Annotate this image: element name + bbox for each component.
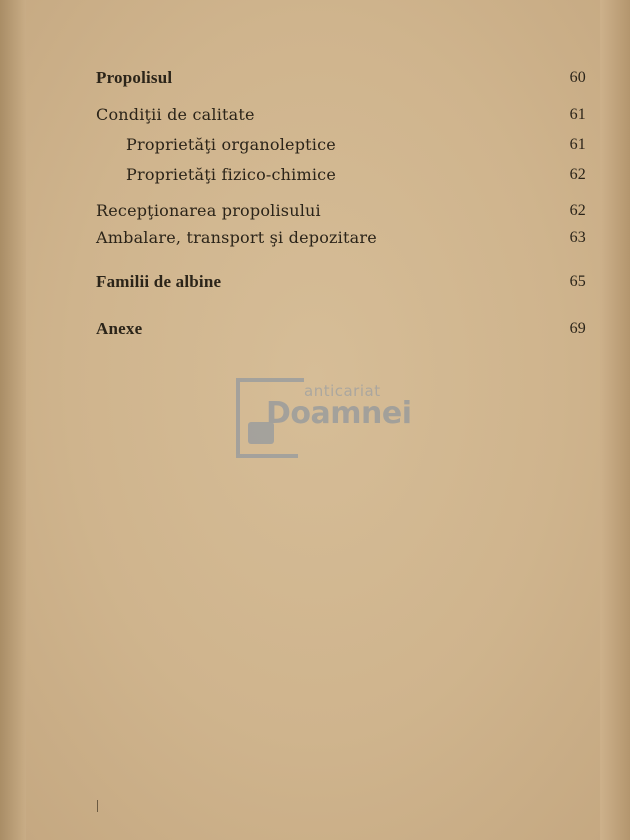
toc-entry-page: 62 [569,202,586,219]
toc-entry-label: Recepţionarea propolisului [96,201,321,220]
watermark-small-text: anticariat [304,382,381,400]
toc-entry-familii [96,270,586,294]
watermark-big-text: Doamnei [266,396,412,431]
toc-entry-page: 60 [569,69,586,86]
toc-entry-label: Anexe [96,319,143,338]
toc-entry-organoleptice [96,133,586,157]
page-mark [97,800,98,812]
toc-entry-receptionarea [96,199,586,223]
toc-entry-page: 62 [569,166,586,183]
toc-entry-label: Proprietăţi fizico-chimice [126,165,337,184]
toc-entry-propolisul [96,66,586,90]
toc-entry-fizico-chimice [96,163,586,187]
toc-entry-page: 61 [569,136,586,153]
toc-entry-label: Proprietăţi organoleptice [126,135,336,154]
anticariat-watermark [236,378,412,464]
toc-entry-label: Condiţii de calitate [96,105,255,124]
toc-entry-page: 69 [569,320,586,337]
toc-entry-conditii [96,103,586,127]
toc-entry-ambalare [96,226,586,250]
toc-entry-page: 63 [569,229,586,246]
toc-entry-label: Ambalare, transport şi depozitare [96,228,377,247]
toc-entry-anexe [96,317,586,341]
toc-entry-label: Propolisul [96,68,173,87]
toc-entry-page: 65 [569,273,586,290]
toc-entry-label: Familii de albine [96,272,222,291]
toc-entry-page: 61 [569,106,586,123]
